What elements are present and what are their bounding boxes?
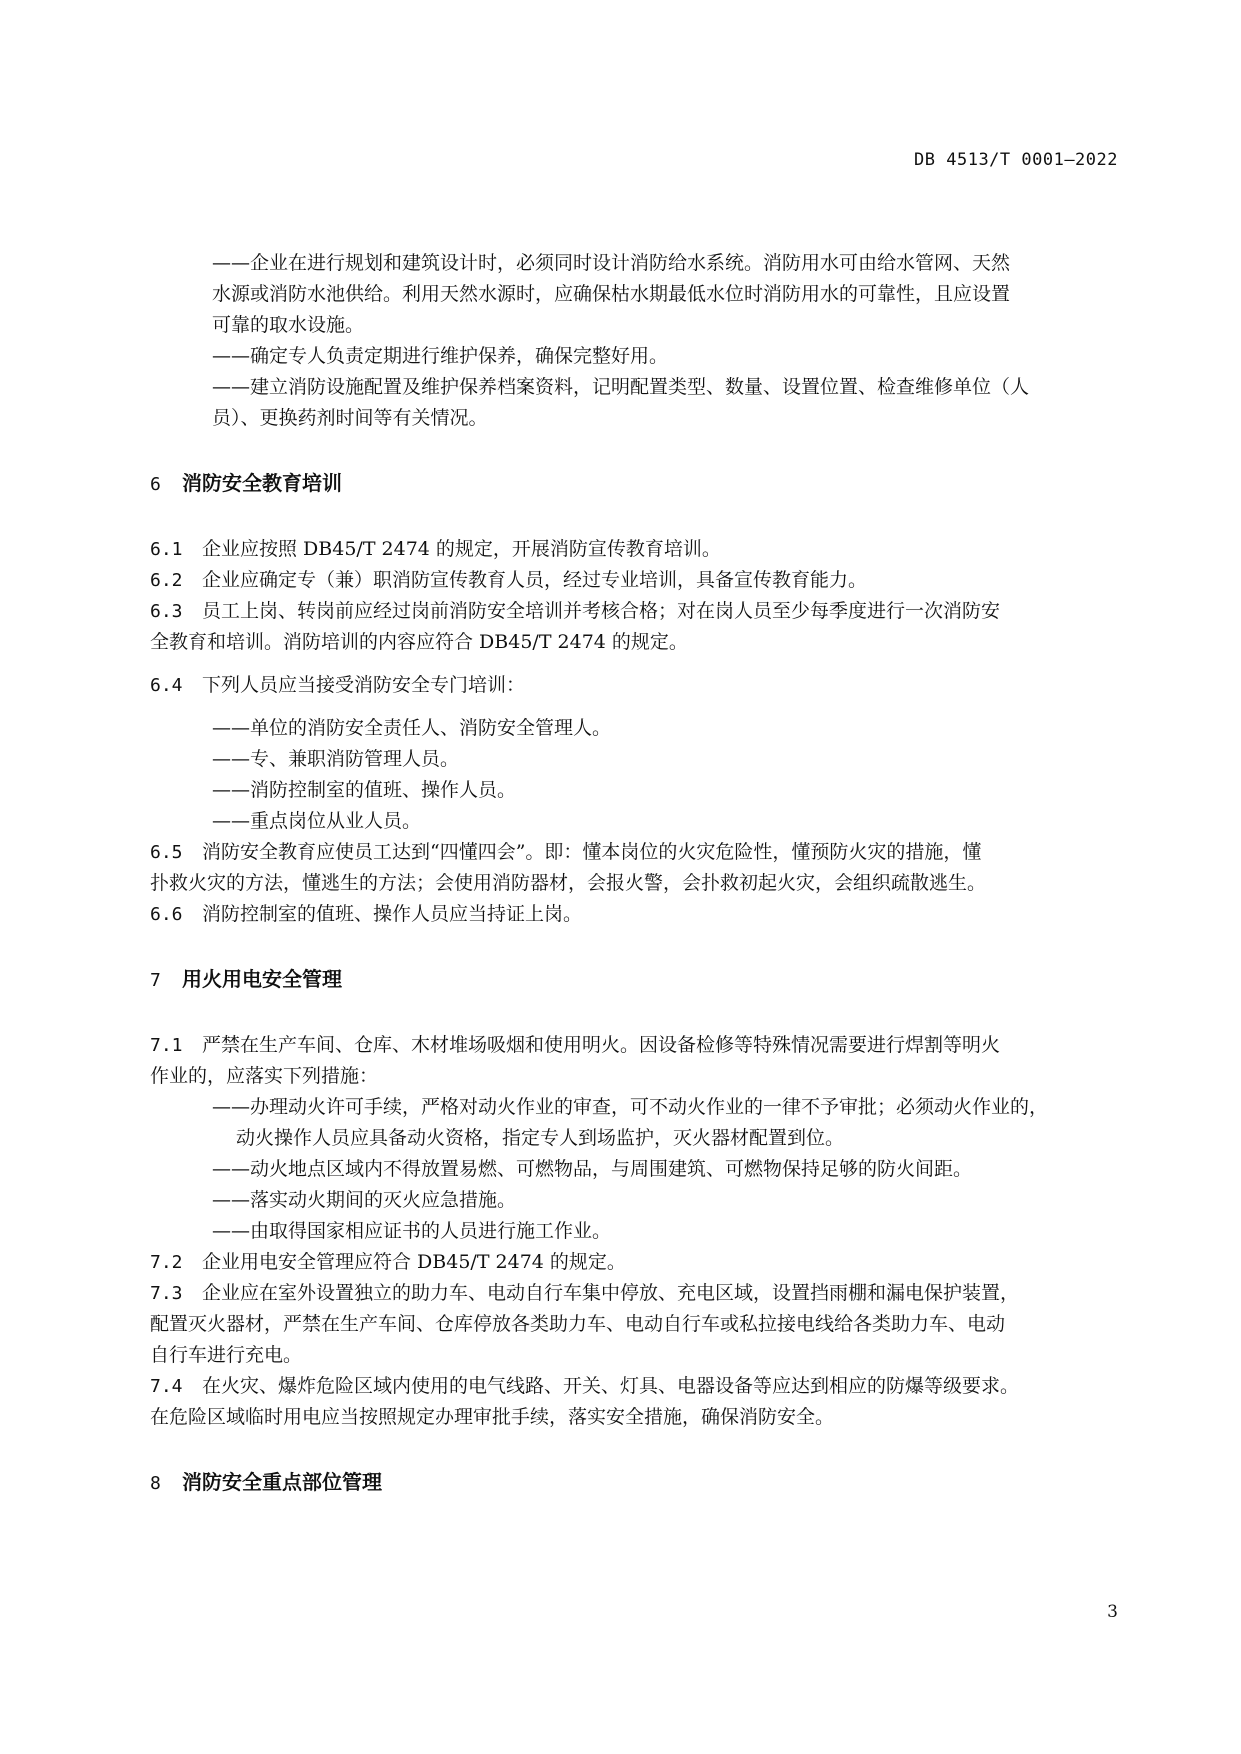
list-item: ——落实动火期间的灭火应急措施。 <box>212 1189 517 1211</box>
page-number: 3 <box>1107 1602 1118 1622</box>
list-item <box>150 248 1118 341</box>
list-item: ——重点岗位从业人员。 <box>212 810 422 832</box>
clause-text-cont: 扑救火灾的方法，懂逃生的方法；会使用消防器材，会报火警，会扑救初起火灾，会组织疏散逃生。 <box>150 872 987 894</box>
clause-text-cont: 自行车进行充电。 <box>150 1344 303 1366</box>
clause-number: 6.2 <box>150 570 183 591</box>
clause-text: 消防安全教育应使员工达到“四懂四会”。即：懂本岗位的火灾危险性，懂预防火灾的措施，懂 <box>202 841 982 863</box>
clause-text-cont: 配置灭火器材，严禁在生产车间、仓库停放各类助力车、电动自行车或私拉接电线给各类助力车、电动 <box>150 1313 1006 1335</box>
list-item-cont: 动火操作人员应具备动火资格，指定专人到场监护，灭火器材配置到位。 <box>236 1127 845 1149</box>
line: 员）、更换药剂时间等有关情况。 <box>212 407 488 429</box>
clause-number: 6.5 <box>150 842 183 863</box>
clause-number: 6.4 <box>150 675 183 696</box>
clause-number: 7.4 <box>150 1376 183 1397</box>
line: ——建立消防设施配置及维护保养档案资料，记明配置类型、数量、设置位置、检查维修单位（人 <box>212 376 1030 398</box>
section-title: 消防安全重点部位管理 <box>182 1470 382 1494</box>
list-item: ——办理动火许可手续，严格对动火作业的审查，可不动火作业的一律不予审批；必须动火作业的， <box>212 1096 1049 1118</box>
clause-text: 严禁在生产车间、仓库、木材堆场吸烟和使用明火。因设备检修等特殊情况需要进行焊割等明火 <box>202 1034 1001 1056</box>
line: 可靠的取水设施。 <box>212 314 365 336</box>
clause-7-3 <box>150 1278 1118 1371</box>
clause-6-4 <box>150 670 1118 701</box>
section-number: 8 <box>150 1473 161 1494</box>
list-item <box>150 372 1118 434</box>
clause-7-1 <box>150 1030 1118 1092</box>
clause-number: 7.3 <box>150 1283 183 1304</box>
clause-7-4 <box>150 1371 1118 1433</box>
list-item: ——消防控制室的值班、操作人员。 <box>212 779 517 801</box>
clause-text: 企业用电安全管理应符合 DB45/T 2474 的规定。 <box>202 1251 626 1273</box>
clause-6-1 <box>150 534 1118 565</box>
document-body <box>150 248 1118 1499</box>
document-id: DB 4513/T 0001—2022 <box>914 150 1118 170</box>
list-item: ——动火地点区域内不得放置易燃、可燃物品，与周围建筑、可燃物保持足够的防火间距。 <box>212 1158 973 1180</box>
clause-text-cont: 作业的，应落实下列措施： <box>150 1065 379 1087</box>
clause-number: 6.1 <box>150 539 183 560</box>
clause-number: 6.6 <box>150 904 183 925</box>
list-item: ——由取得国家相应证书的人员进行施工作业。 <box>212 1220 612 1242</box>
clause-text: 企业应确定专（兼）职消防宣传教育人员，经过专业培训，具备宣传教育能力。 <box>202 569 868 591</box>
clause-text: 员工上岗、转岗前应经过岗前消防安全培训并考核合格；对在岗人员至少每季度进行一次消防安 <box>202 600 1001 622</box>
list-item: ——单位的消防安全责任人、消防安全管理人。 <box>212 717 612 739</box>
clause-6-3 <box>150 596 1118 658</box>
section-heading-8 <box>150 1467 1118 1499</box>
clause-6-5 <box>150 837 1118 899</box>
clause-text-cont: 在危险区域临时用电应当按照规定办理审批手续，落实安全措施，确保消防安全。 <box>150 1406 835 1428</box>
clause-text: 下列人员应当接受消防安全专门培训： <box>202 674 526 696</box>
clause-6-2 <box>150 565 1118 596</box>
section-heading-6 <box>150 468 1118 500</box>
clause-number: 6.3 <box>150 601 183 622</box>
clause-text: 企业应在室外设置独立的助力车、电动自行车集中停放、充电区域，设置挡雨棚和漏电保护装置， <box>202 1282 1020 1304</box>
clause-6-6 <box>150 899 1118 930</box>
section-number: 7 <box>150 970 161 991</box>
section-number: 6 <box>150 474 161 495</box>
section-title: 用火用电安全管理 <box>182 967 342 991</box>
clause-text-cont: 全教育和培训。消防培训的内容应符合 DB45/T 2474 的规定。 <box>150 631 688 653</box>
line: 水源或消防水池供给。利用天然水源时，应确保枯水期最低水位时消防用水的可靠性，且应设置 <box>212 283 1011 305</box>
line: ——企业在进行规划和建筑设计时，必须同时设计消防给水系统。消防用水可由给水管网、天然 <box>212 252 1011 274</box>
clause-text: 消防控制室的值班、操作人员应当持证上岗。 <box>202 903 583 925</box>
list-item: ——确定专人负责定期进行维护保养，确保完整好用。 <box>212 345 669 367</box>
clause-text: 在火灾、爆炸危险区域内使用的电气线路、开关、灯具、电器设备等应达到相应的防爆等级要求。 <box>202 1375 1020 1397</box>
section-heading-7 <box>150 964 1118 996</box>
section-title: 消防安全教育培训 <box>182 471 342 495</box>
clause-number: 7.2 <box>150 1252 183 1273</box>
clause-text: 企业应按照 DB45/T 2474 的规定，开展消防宣传教育培训。 <box>202 538 721 560</box>
clause-7-2 <box>150 1247 1118 1278</box>
clause-number: 7.1 <box>150 1035 183 1056</box>
list-item: ——专、兼职消防管理人员。 <box>212 748 460 770</box>
